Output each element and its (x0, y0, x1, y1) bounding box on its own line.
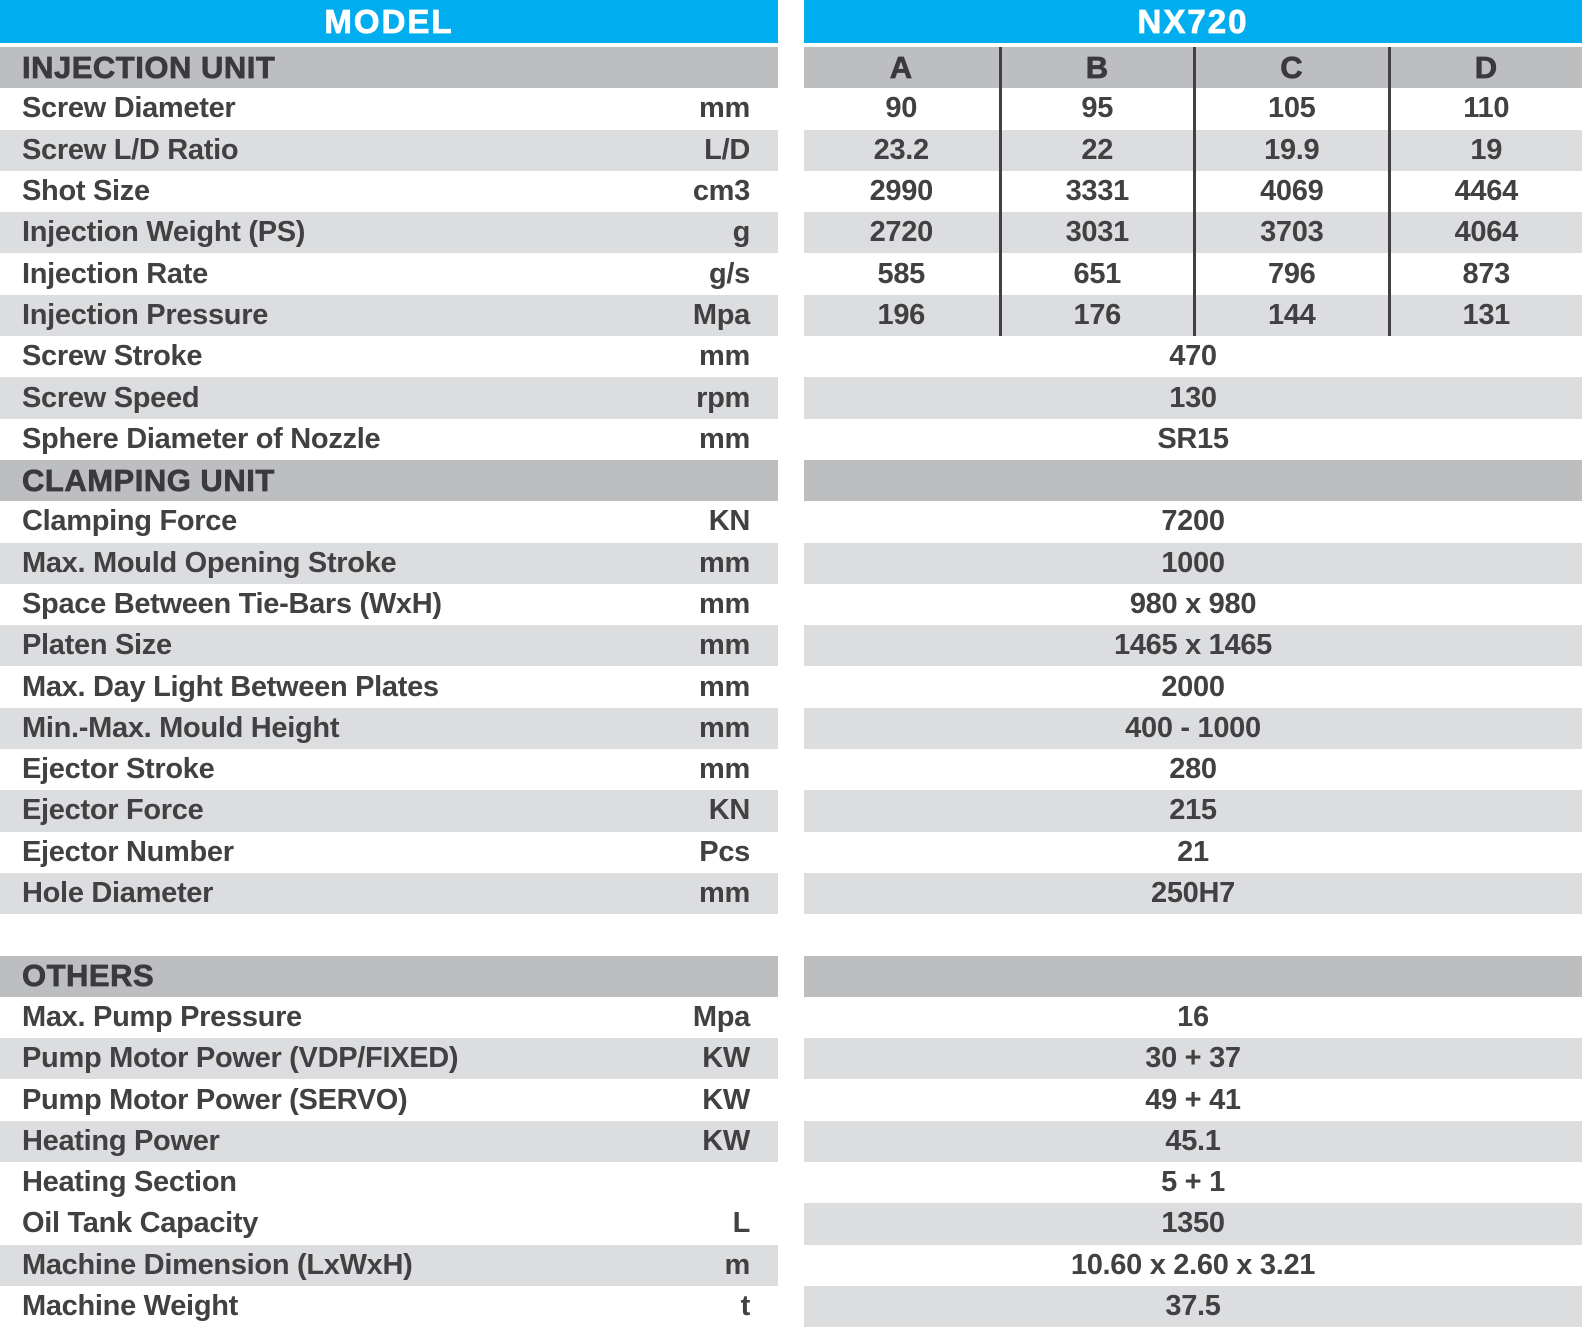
row-left-cell (0, 171, 778, 212)
spec-row (0, 171, 1582, 212)
row-label: Screw L/D Ratio (22, 133, 239, 166)
row-values (804, 88, 1582, 129)
row-gutter (778, 212, 804, 253)
section-header-cell (0, 47, 778, 88)
row-label: Ejector Number (22, 835, 234, 868)
row-label: Max. Pump Pressure (22, 1000, 302, 1033)
row-unit: t (740, 1290, 750, 1323)
row-label: Machine Dimension (LxWxH) (22, 1248, 413, 1281)
row-left-cell (0, 377, 778, 418)
row-value: 22 (999, 130, 1194, 171)
spec-row (0, 666, 1582, 707)
row-value: 400 - 1000 (1125, 711, 1261, 744)
row-label: Pump Motor Power (VDP/FIXED) (22, 1042, 459, 1075)
row-gutter (778, 88, 804, 129)
row-value: 110 (1388, 88, 1582, 129)
row-value-span (804, 832, 1582, 873)
row-value: 10.60 x 2.60 x 3.21 (1070, 1248, 1316, 1281)
row-label: Platen Size (22, 629, 172, 662)
column-header: A (889, 49, 913, 85)
row-left-cell (0, 1203, 778, 1244)
row-unit: g (732, 216, 750, 249)
row-value-span (804, 790, 1582, 831)
row-label: Hole Diameter (22, 877, 214, 910)
row-left-cell (0, 130, 778, 171)
spec-row (0, 832, 1582, 873)
section-label: CLAMPING UNIT (22, 462, 275, 498)
row-label: Injection Pressure (22, 298, 269, 331)
row-gutter (778, 130, 804, 171)
row-label: Injection Rate (22, 257, 208, 290)
row-value: 280 (1169, 753, 1217, 786)
row-label: Clamping Force (22, 505, 237, 538)
row-left-cell (0, 501, 778, 542)
row-left-cell (0, 832, 778, 873)
row-gutter (778, 997, 804, 1038)
row-value: SR15 (1157, 422, 1229, 455)
row-label: Screw Speed (22, 381, 200, 414)
row-value: 131 (1388, 295, 1582, 336)
row-value: 796 (1193, 253, 1388, 294)
section-band (804, 460, 1582, 501)
row-gutter (778, 625, 804, 666)
row-gutter (778, 956, 804, 997)
row-value: 980 x 980 (1129, 588, 1257, 620)
row-left-cell (0, 790, 778, 831)
row-gutter (778, 1079, 804, 1120)
row-left-cell (0, 212, 778, 253)
row-unit: mm (699, 629, 750, 662)
row-value: 7200 (1161, 505, 1225, 538)
row-value: 130 (1169, 381, 1217, 414)
row-value: 4064 (1388, 212, 1582, 253)
gap-right-cell (804, 914, 1582, 955)
spec-row (0, 1286, 1582, 1327)
row-value: 45.1 (1165, 1124, 1221, 1157)
row-value: 16 (1177, 1000, 1209, 1033)
row-label: Pump Motor Power (SERVO) (22, 1083, 408, 1116)
row-gutter (778, 543, 804, 584)
row-gutter (778, 1162, 804, 1203)
row-left-cell (0, 1038, 778, 1079)
row-unit: Mpa (692, 298, 750, 331)
row-label: Space Between Tie-Bars (WxH) (22, 588, 442, 620)
row-unit: mm (699, 340, 750, 373)
row-label: Max. Day Light Between Plates (22, 670, 439, 703)
row-label: Shot Size (22, 175, 150, 208)
row-left-cell (0, 873, 778, 914)
row-label: Screw Diameter (22, 92, 236, 125)
spec-row (0, 253, 1582, 294)
spec-row (0, 543, 1582, 584)
row-unit: m (724, 1248, 750, 1281)
row-unit: mm (699, 92, 750, 125)
row-values (804, 253, 1582, 294)
row-unit: KW (702, 1042, 750, 1075)
column-header: D (1388, 47, 1582, 88)
section-label: INJECTION UNIT (22, 49, 276, 85)
row-left-cell (0, 584, 778, 625)
row-left-cell (0, 1162, 778, 1203)
spec-row (0, 419, 1582, 460)
variant-header: NX720 (804, 0, 1582, 43)
row-left-cell (0, 1121, 778, 1162)
spec-row (0, 501, 1582, 542)
row-values (804, 212, 1582, 253)
row-gutter (778, 419, 804, 460)
row-value-span (804, 1286, 1582, 1327)
row-unit: cm3 (692, 175, 750, 208)
row-value-span (804, 501, 1582, 542)
row-value: 873 (1388, 253, 1582, 294)
row-value: 651 (999, 253, 1194, 294)
row-left-cell (0, 88, 778, 129)
row-unit: KN (708, 794, 750, 827)
spec-row (0, 212, 1582, 253)
spec-row (0, 1038, 1582, 1079)
row-unit: KW (702, 1083, 750, 1116)
row-left-cell (0, 1286, 778, 1327)
row-value-span (804, 625, 1582, 666)
section-header-cell (0, 956, 778, 997)
row-gutter (778, 377, 804, 418)
row-gutter (778, 253, 804, 294)
row-gutter (778, 790, 804, 831)
row-value-span (804, 1245, 1582, 1286)
row-label: Machine Weight (22, 1290, 239, 1323)
row-value: 3703 (1193, 212, 1388, 253)
spec-row (0, 584, 1582, 625)
gap-left-cell (0, 914, 778, 955)
row-unit: mm (699, 711, 750, 744)
spec-row (0, 1079, 1582, 1120)
row-gutter (778, 47, 804, 88)
spec-row (0, 873, 1582, 914)
row-left-cell (0, 997, 778, 1038)
row-unit: rpm (696, 381, 750, 414)
row-value: 19.9 (1193, 130, 1388, 171)
row-label: Heating Power (22, 1124, 220, 1157)
row-gutter (778, 832, 804, 873)
row-value: 90 (885, 92, 918, 125)
row-value: 105 (1193, 88, 1388, 129)
row-value-span (804, 873, 1582, 914)
row-unit: mm (699, 877, 750, 910)
section-header-cell (0, 460, 778, 501)
row-label: Screw Stroke (22, 340, 203, 373)
row-value-span (804, 749, 1582, 790)
spec-row (0, 130, 1582, 171)
spec-row (0, 749, 1582, 790)
row-value: 4069 (1193, 171, 1388, 212)
row-left-cell (0, 708, 778, 749)
row-gutter (778, 1121, 804, 1162)
row-value-span (804, 419, 1582, 460)
row-value-span (804, 997, 1582, 1038)
spec-row (0, 625, 1582, 666)
row-label: Sphere Diameter of Nozzle (22, 422, 381, 455)
section-band (804, 956, 1582, 997)
row-value: 23.2 (873, 133, 929, 166)
row-unit: mm (699, 588, 750, 620)
gap-row (0, 914, 1582, 955)
row-value-span (804, 1121, 1582, 1162)
row-value: 49 + 41 (1145, 1083, 1241, 1116)
section-row (0, 956, 1582, 997)
spec-row (0, 1162, 1582, 1203)
row-value: 585 (877, 257, 925, 290)
row-values (804, 295, 1582, 336)
spec-row (0, 295, 1582, 336)
row-left-cell (0, 749, 778, 790)
row-left-cell (0, 253, 778, 294)
row-label: Oil Tank Capacity (22, 1207, 259, 1240)
row-gutter (778, 1245, 804, 1286)
row-gutter (778, 708, 804, 749)
row-value: 30 + 37 (1145, 1042, 1241, 1075)
row-value-span (804, 666, 1582, 707)
row-value-span (804, 708, 1582, 749)
row-left-cell (0, 666, 778, 707)
spec-row (0, 88, 1582, 129)
spec-row (0, 997, 1582, 1038)
row-unit: KN (708, 505, 750, 538)
row-value: 3331 (999, 171, 1194, 212)
row-value: 37.5 (1165, 1290, 1221, 1323)
row-left-cell (0, 419, 778, 460)
row-unit: L/D (704, 133, 750, 166)
row-value: 1000 (1161, 546, 1225, 579)
row-value: 2000 (1161, 670, 1225, 703)
row-value: 250H7 (1151, 877, 1235, 910)
row-value: 215 (1169, 794, 1217, 827)
row-label: Min.-Max. Mould Height (22, 711, 340, 744)
header-band-row (0, 0, 1582, 43)
row-gutter (778, 460, 804, 501)
header-gutter (778, 0, 804, 43)
row-value: 1465 x 1465 (1114, 629, 1272, 662)
spec-row (0, 1203, 1582, 1244)
row-gutter (778, 666, 804, 707)
row-value-span (804, 336, 1582, 377)
row-value-span (804, 584, 1582, 625)
row-values (804, 130, 1582, 171)
row-value-span (804, 1079, 1582, 1120)
row-left-cell (0, 625, 778, 666)
row-value-span (804, 543, 1582, 584)
row-value: 5 + 1 (1161, 1166, 1225, 1199)
row-value: 2720 (869, 216, 933, 249)
row-gutter (778, 295, 804, 336)
row-left-cell (0, 336, 778, 377)
spec-row (0, 1245, 1582, 1286)
row-value: 19 (1388, 130, 1582, 171)
row-gutter (778, 584, 804, 625)
row-value: 144 (1193, 295, 1388, 336)
row-label: Heating Section (22, 1166, 237, 1199)
row-label: Injection Weight (PS) (22, 216, 306, 249)
row-values (804, 171, 1582, 212)
row-unit: Mpa (692, 1000, 750, 1033)
row-value: 1350 (1161, 1207, 1225, 1240)
row-unit: mm (699, 546, 750, 579)
row-value: 21 (1177, 835, 1209, 868)
row-value: 3031 (999, 212, 1194, 253)
row-value: 470 (1169, 340, 1217, 373)
row-value-span (804, 377, 1582, 418)
row-unit: g/s (709, 257, 750, 290)
row-gutter (778, 171, 804, 212)
row-left-cell (0, 295, 778, 336)
row-unit: KW (702, 1124, 750, 1157)
row-label: Ejector Force (22, 794, 204, 827)
row-unit: mm (699, 422, 750, 455)
row-value: 4464 (1388, 171, 1582, 212)
spec-row (0, 1121, 1582, 1162)
row-left-cell (0, 1079, 778, 1120)
row-unit: L (732, 1207, 750, 1240)
row-label: Ejector Stroke (22, 753, 215, 786)
row-unit: mm (699, 670, 750, 703)
section-row (0, 460, 1582, 501)
row-value-span (804, 1203, 1582, 1244)
spec-rows (0, 47, 1582, 1327)
spec-row (0, 377, 1582, 418)
row-gutter (778, 873, 804, 914)
row-value: 95 (999, 88, 1194, 129)
model-header: MODEL (0, 0, 778, 43)
spec-row (0, 336, 1582, 377)
row-label: Max. Mould Opening Stroke (22, 546, 397, 579)
row-value-span (804, 1038, 1582, 1079)
row-gutter (778, 1286, 804, 1327)
column-headers (804, 47, 1582, 88)
row-unit: mm (699, 753, 750, 786)
row-gutter (778, 336, 804, 377)
spec-row (0, 708, 1582, 749)
row-gutter (778, 1038, 804, 1079)
row-value: 2990 (869, 175, 933, 208)
row-value-span (804, 1162, 1582, 1203)
row-value: 176 (999, 295, 1194, 336)
row-gutter (778, 1203, 804, 1244)
row-gutter (778, 501, 804, 542)
section-row (0, 47, 1582, 88)
row-left-cell (0, 1245, 778, 1286)
section-label: OTHERS (22, 958, 155, 994)
row-gutter (778, 749, 804, 790)
column-header: C (1193, 47, 1388, 88)
column-header: B (999, 47, 1194, 88)
spec-row (0, 790, 1582, 831)
row-value: 196 (877, 298, 925, 331)
row-unit: Pcs (699, 835, 750, 868)
row-left-cell (0, 543, 778, 584)
row-gutter (778, 914, 804, 955)
